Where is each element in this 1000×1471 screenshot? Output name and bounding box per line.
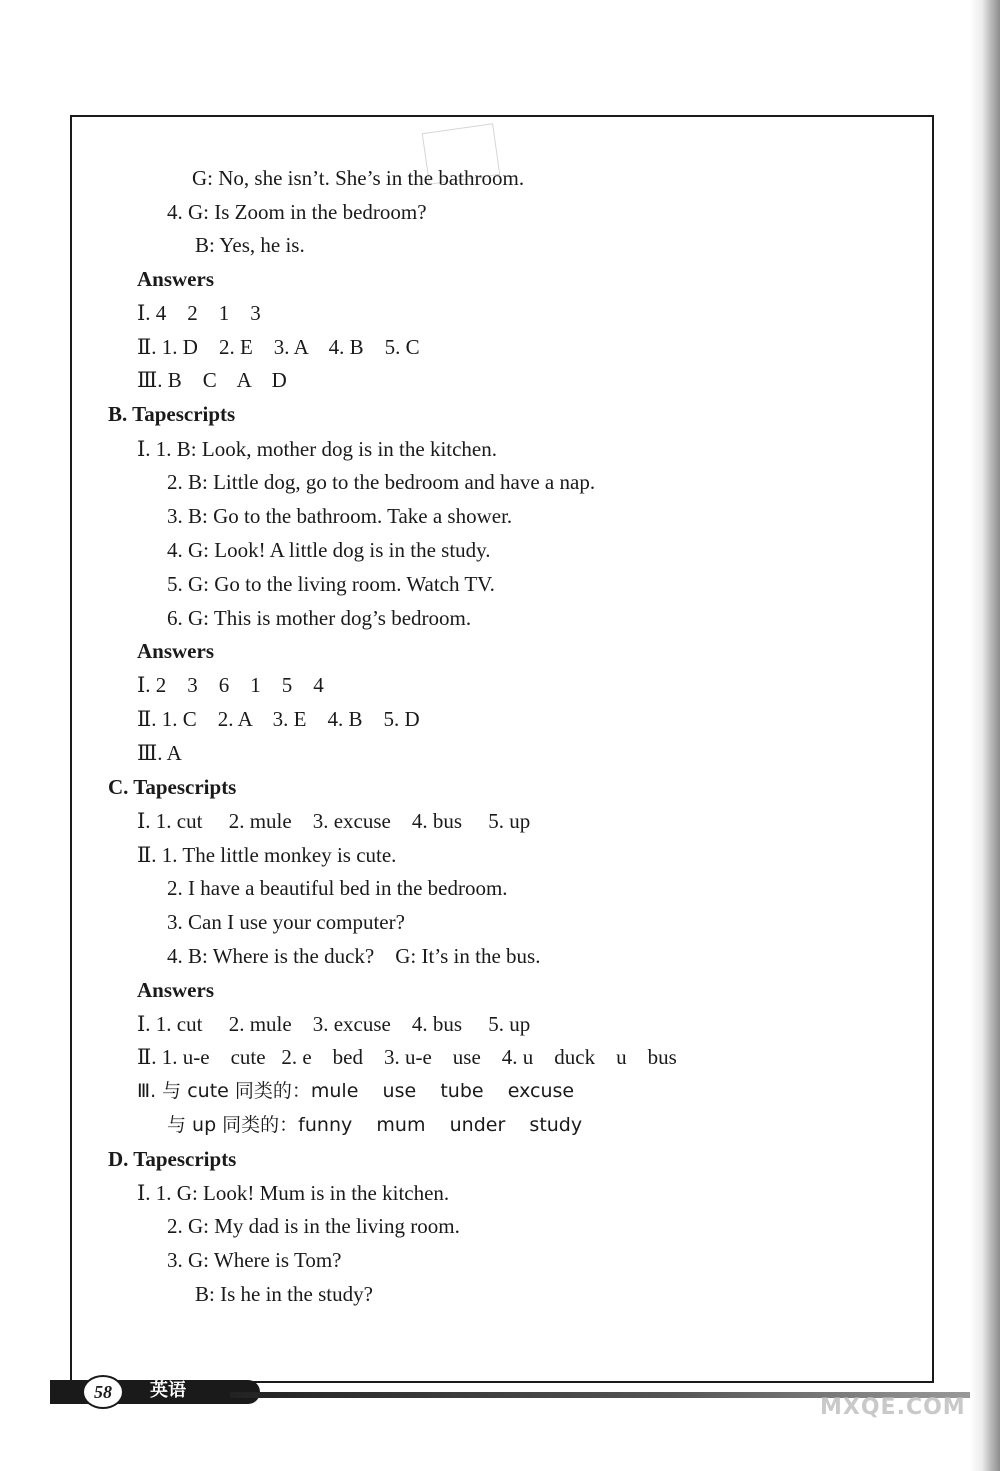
text-line: Ⅱ. 1. The little monkey is cute. bbox=[137, 843, 397, 867]
page-number: 58 bbox=[82, 1375, 124, 1409]
section-heading: Answers bbox=[137, 639, 214, 663]
section-heading: D. Tapescripts bbox=[108, 1147, 237, 1171]
text-line: 3. G: Where is Tom? bbox=[167, 1248, 342, 1272]
text-line: B: Is he in the study? bbox=[195, 1282, 373, 1306]
subject-label: 英语 bbox=[150, 1380, 186, 1401]
text-line: G: No, she isn’t. She’s in the bathroom. bbox=[192, 166, 525, 190]
text-line: Ⅱ. 1. D 2. E 3. A 4. B 5. C bbox=[137, 335, 420, 359]
text-line: B: Yes, he is. bbox=[195, 233, 305, 257]
section-heading: Answers bbox=[137, 267, 214, 291]
text-line: 4. B: Where is the duck? G: It’s in the bus. bbox=[167, 944, 541, 968]
section-heading: B. Tapescripts bbox=[108, 402, 236, 426]
text-line: Ⅲ. 与 cute 同类的：mule use tube excuse bbox=[137, 1080, 575, 1102]
text-line: 2. B: Little dog, go to the bedroom and have a nap. bbox=[167, 470, 596, 494]
text-line: Ⅲ. A bbox=[137, 741, 182, 765]
text-line: Ⅰ. 1. cut 2. mule 3. excuse 4. bus 5. up bbox=[137, 1012, 531, 1036]
text-line: Ⅱ. 1. C 2. A 3. E 4. B 5. D bbox=[137, 707, 420, 731]
text-line: 4. G: Is Zoom in the bedroom? bbox=[167, 200, 427, 224]
text-line: 3. Can I use your computer? bbox=[167, 910, 405, 934]
text-line: 与 up 同类的：funny mum under study bbox=[167, 1114, 583, 1136]
text-line: 6. G: This is mother dog’s bedroom. bbox=[167, 606, 472, 630]
text-line: 2. I have a beautiful bed in the bedroom. bbox=[167, 876, 508, 900]
section-heading: C. Tapescripts bbox=[108, 775, 237, 799]
text-line: Ⅰ. 4 2 1 3 bbox=[137, 301, 261, 325]
text-line: Ⅲ. B C A D bbox=[137, 368, 287, 392]
text-line: 3. B: Go to the bathroom. Take a shower. bbox=[167, 504, 513, 528]
text-line: Ⅱ. 1. u-e cute 2. e bed 3. u-e use 4. u duck u bus bbox=[137, 1045, 677, 1069]
text-line: Ⅰ. 1. B: Look, mother dog is in the kitchen. bbox=[137, 437, 498, 461]
text-line: Ⅰ. 2 3 6 1 5 4 bbox=[137, 673, 324, 697]
text-line: Ⅰ. 1. G: Look! Mum is in the kitchen. bbox=[137, 1181, 450, 1205]
text-line: 5. G: Go to the living room. Watch TV. bbox=[167, 572, 495, 596]
text-line: 4. G: Look! A little dog is in the study. bbox=[167, 538, 491, 562]
text-line: Ⅰ. 1. cut 2. mule 3. excuse 4. bus 5. up bbox=[137, 809, 531, 833]
torn-page-edge bbox=[970, 0, 1000, 1471]
section-heading: Answers bbox=[137, 978, 214, 1002]
text-line: 2. G: My dad is in the living room. bbox=[167, 1214, 460, 1238]
site-watermark: MXQE.COM bbox=[820, 1395, 966, 1420]
